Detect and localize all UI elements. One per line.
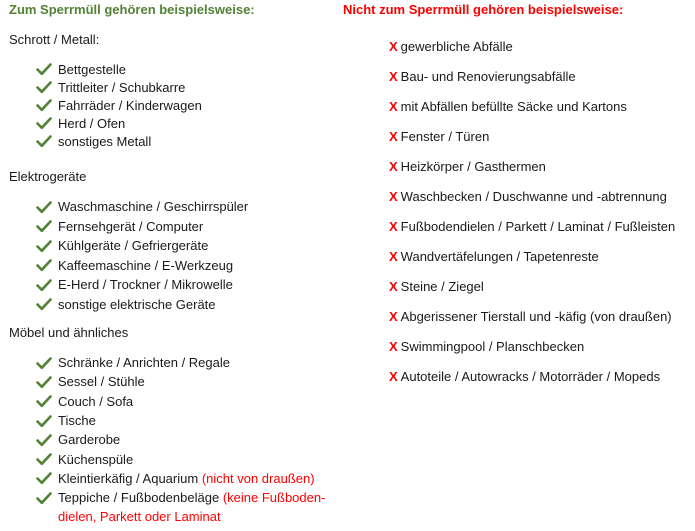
item-label: Fußbodendielen / Parkett / Laminat / Fußleisten	[400, 218, 676, 234]
item-label: Fenster / Türen	[400, 128, 490, 144]
checkmark-icon	[36, 394, 52, 408]
section-title-electro: Elektrogeräte	[9, 169, 87, 184]
checkmark-icon	[36, 134, 52, 148]
list-item	[36, 295, 248, 315]
item-label: Heizkörper / Gasthermen	[400, 158, 546, 174]
checkmark-icon	[36, 278, 52, 292]
checkmark-icon	[36, 491, 52, 505]
item-label: Tische	[58, 413, 96, 429]
item-label: Swimmingpool / Planschbecken	[400, 338, 585, 354]
x-mark-icon: X	[389, 218, 398, 234]
checkmark-icon	[36, 62, 52, 76]
checkmark-icon	[36, 471, 52, 485]
item-label: Fernsehgerät / Computer	[58, 218, 204, 234]
item-label: Küchenspüle	[58, 451, 134, 467]
section-title-metal: Schrott / Metall:	[9, 32, 100, 47]
item-label: Waschbecken / Duschwanne und -abtrennung	[400, 188, 667, 204]
x-mark-icon: X	[389, 158, 398, 174]
x-mark-icon: X	[389, 368, 398, 384]
x-mark-icon: X	[389, 278, 398, 294]
checkmark-icon	[36, 239, 52, 253]
item-label: Autoteile / Autowracks / Motorräder / Mopeds	[400, 368, 661, 384]
item-note-continuation: dielen, Parkett oder Laminat	[58, 509, 221, 524]
checkmark-icon	[36, 356, 52, 370]
list-item	[389, 331, 675, 361]
list-item	[389, 91, 675, 121]
item-label: Kleintierkäfig / Aquarium	[58, 470, 199, 486]
item-label: Fahrräder / Kinderwagen	[58, 97, 202, 113]
list-item	[36, 275, 248, 295]
list-electro	[36, 197, 248, 314]
item-note: (keine Fußboden-	[222, 490, 326, 506]
item-label: Kaffeemaschine / E-Werkzeug	[58, 257, 234, 273]
item-label: Trittleiter / Schubkarre	[58, 79, 186, 95]
item-label: Wandvertäfelungen / Tapetenreste	[400, 248, 599, 264]
list-item	[36, 392, 325, 411]
list-forbidden	[389, 31, 675, 391]
item-note: (nicht von draußen)	[201, 470, 315, 486]
list-metal	[36, 60, 202, 150]
checkmark-icon	[36, 297, 52, 311]
item-label: Schränke / Anrichten / Regale	[58, 355, 230, 371]
list-item	[36, 197, 248, 217]
checkmark-icon	[36, 116, 52, 130]
x-mark-icon: X	[389, 308, 398, 324]
list-item	[389, 301, 675, 331]
item-label: Bettgestelle	[58, 61, 126, 77]
list-item	[36, 60, 202, 78]
list-item	[36, 132, 202, 150]
x-mark-icon: X	[389, 38, 398, 54]
item-label: Herd / Ofen	[58, 115, 126, 131]
item-label: gewerbliche Abfälle	[400, 38, 513, 54]
list-furniture	[36, 353, 325, 507]
list-item	[36, 256, 248, 276]
list-item	[389, 181, 675, 211]
checkmark-icon	[36, 200, 52, 214]
x-mark-icon: X	[389, 248, 398, 264]
list-item	[389, 361, 675, 391]
x-mark-icon: X	[389, 338, 398, 354]
x-mark-icon: X	[389, 128, 398, 144]
list-item	[36, 96, 202, 114]
list-item	[389, 241, 675, 271]
x-mark-icon: X	[389, 98, 398, 114]
item-label: sonstiges Metall	[58, 133, 152, 149]
list-item	[36, 488, 325, 507]
list-item	[389, 121, 675, 151]
list-item	[36, 78, 202, 96]
list-item	[36, 236, 248, 256]
item-label: Abgerissener Tierstall und -käfig (von draußen)	[400, 308, 672, 324]
list-item	[36, 469, 325, 488]
checkmark-icon	[36, 258, 52, 272]
list-item	[36, 114, 202, 132]
x-mark-icon: X	[389, 68, 398, 84]
list-item	[389, 31, 675, 61]
x-mark-icon: X	[389, 188, 398, 204]
allowed-heading: Zum Sperrmüll gehören beispielsweise:	[9, 2, 255, 17]
checkmark-icon	[36, 433, 52, 447]
checkmark-icon	[36, 80, 52, 94]
list-item	[389, 151, 675, 181]
list-item	[36, 449, 325, 468]
item-label: Steine / Ziegel	[400, 278, 484, 294]
list-item	[36, 411, 325, 430]
item-label: Garderobe	[58, 432, 121, 448]
item-label: E-Herd / Trockner / Mikrowelle	[58, 277, 233, 293]
item-label: Bau- und Renovierungsabfälle	[400, 68, 576, 84]
list-item	[36, 217, 248, 237]
item-label: Couch / Sofa	[58, 393, 134, 409]
list-item	[36, 353, 325, 372]
item-label: Teppiche / Fußbodenbeläge	[58, 490, 220, 506]
checkmark-icon	[36, 98, 52, 112]
checkmark-icon	[36, 375, 52, 389]
item-label: Waschmaschine / Geschirrspüler	[58, 199, 249, 215]
list-item	[36, 372, 325, 391]
checkmark-icon	[36, 414, 52, 428]
item-label: mit Abfällen befüllte Säcke und Kartons	[400, 98, 627, 114]
item-label: sonstige elektrische Geräte	[58, 296, 216, 312]
checkmark-icon	[36, 452, 52, 466]
item-label: Sessel / Stühle	[58, 374, 145, 390]
section-title-furniture: Möbel und ähnliches	[9, 325, 129, 340]
list-item	[389, 211, 675, 241]
list-item	[389, 61, 675, 91]
item-label: Kühlgeräte / Gefriergeräte	[58, 238, 209, 254]
forbidden-heading: Nicht zum Sperrmüll gehören beispielsweise:	[343, 2, 624, 17]
list-item	[389, 271, 675, 301]
list-item	[36, 430, 325, 449]
checkmark-icon	[36, 219, 52, 233]
